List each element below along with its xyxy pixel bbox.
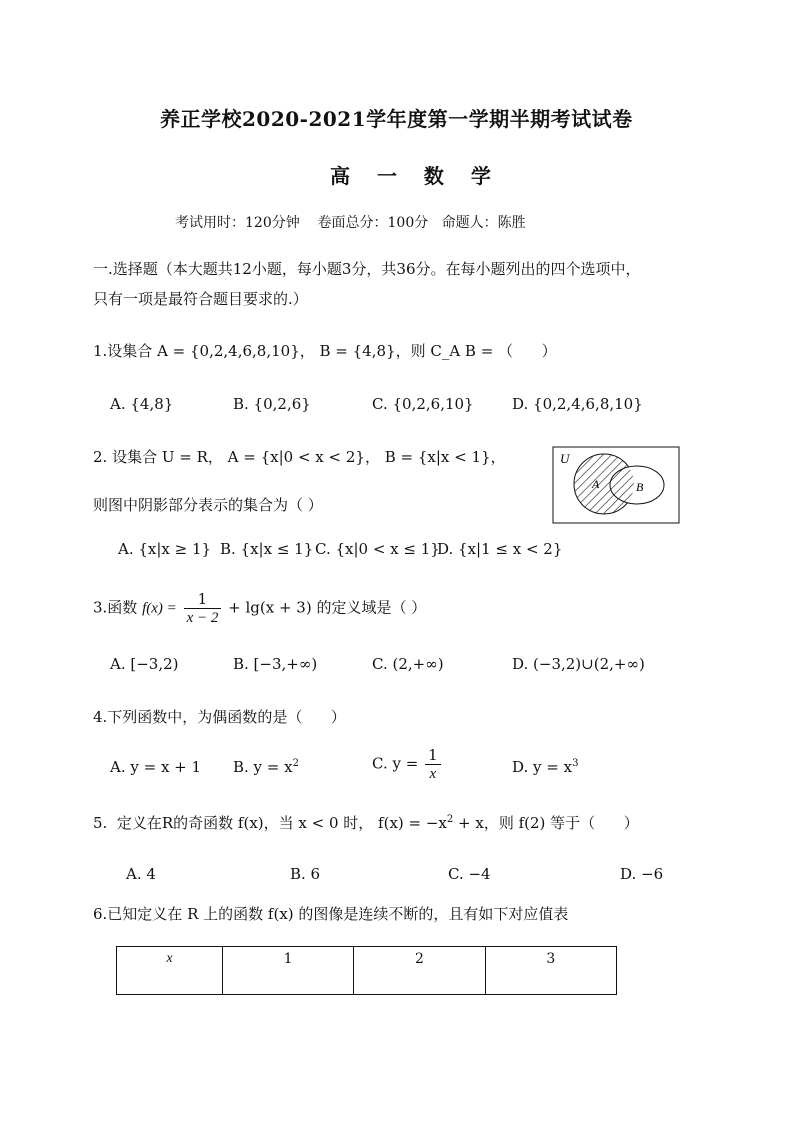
- table-cell: 2: [354, 947, 485, 995]
- value-table: [116, 946, 617, 995]
- q4c-fraction: $\frac{1}{x}$: [425, 746, 441, 783]
- q2-option-b: B. {x|x ≤ 1}: [220, 540, 314, 558]
- q1-option-b: B. {0,2,6}: [233, 395, 311, 413]
- section-heading-line2: 只有一项是最符合题目要求的.）: [93, 290, 308, 308]
- q2-option-d: D. {x|1 ≤ x < 2}: [437, 540, 563, 558]
- venn-label-b: B: [636, 480, 644, 494]
- venn-label-a: A: [592, 477, 600, 491]
- table-cell: 3: [485, 947, 616, 995]
- q3-prefix: 3.函数: [93, 598, 138, 617]
- question-3-stem: [93, 590, 426, 627]
- q3-fraction: [184, 590, 222, 627]
- question-2-stem: 2. 设集合 U = R， A = {x|0 < x < 2}， B = {x|x < 1}，: [93, 448, 506, 466]
- table-cell: 1: [222, 947, 353, 995]
- q5-option-a: A. 4: [126, 865, 156, 883]
- question-5-stem: 5. 定义在R的奇函数 f(x)，当 x < 0 时， $f(x) = -x^2 + x$，则 f(2) 等于（ ）: [93, 814, 639, 832]
- q5-option-b: B. 6: [290, 865, 321, 883]
- section-heading-line1: 一.选择题（本大题共12小题，每小题3分，共36分。在每小题列出的四个选项中，: [93, 260, 641, 278]
- table-row: [117, 947, 617, 995]
- q4-option-c: C. y = $\frac{1}{x}$: [372, 746, 443, 783]
- q3-option-c: C. (2,+∞): [372, 655, 444, 673]
- venn-label-u: U: [560, 451, 570, 466]
- q5-option-c: C. −4: [448, 865, 491, 883]
- exam-info: 考试用时：120分钟 卷面总分：100分 命题人：陈胜: [175, 215, 526, 231]
- q5-option-d: D. −6: [620, 865, 664, 883]
- q3-option-b: B. [−3,+∞): [233, 655, 318, 673]
- q3-function: f(x) =: [142, 600, 177, 617]
- question-1-stem: 1.设集合 A = {0,2,4,6,8,10}， B = {4,8}，则 C_A B = （ ）: [93, 342, 557, 360]
- q3-tail: + lg(x + 3) 的定义域是（ ）: [228, 598, 427, 617]
- q3-fraction-den: x − 2: [186, 610, 219, 626]
- subject-title: 高 一 数 学: [330, 164, 501, 188]
- q1-option-d: D. {0,2,4,6,8,10}: [512, 395, 643, 413]
- question-6-stem: 6.已知定义在 R 上的函数 f(x) 的图像是连续不断的，且有如下对应值表: [93, 905, 569, 923]
- q4-option-d: D. $y = x^3$: [512, 758, 579, 776]
- q1-option-a: A. {4,8}: [110, 395, 174, 413]
- exam-title: 养正学校2020-2021学年度第一学期半期考试试卷: [160, 107, 633, 131]
- q2-option-a: A. {x|x ≥ 1}: [118, 540, 212, 558]
- q1-option-c: C. {0,2,6,10}: [372, 395, 474, 413]
- table-cell-x: x: [117, 947, 223, 995]
- question-2-stem-line2: 则图中阴影部分表示的集合为（ ）: [93, 496, 323, 514]
- q3-option-d: D. (−3,2)∪(2,+∞): [512, 655, 645, 673]
- q2-option-c: C. {x|0 < x ≤ 1}: [315, 540, 440, 558]
- q3-fraction-num: 1: [184, 590, 222, 609]
- q4-option-b: B. $y = x^2$: [233, 758, 299, 776]
- venn-diagram: [552, 446, 680, 524]
- question-4-stem: 4.下列函数中，为偶函数的是（ ）: [93, 708, 346, 726]
- q3-option-a: A. [−3,2): [110, 655, 179, 673]
- q4-option-a: A. y = x + 1: [110, 758, 202, 776]
